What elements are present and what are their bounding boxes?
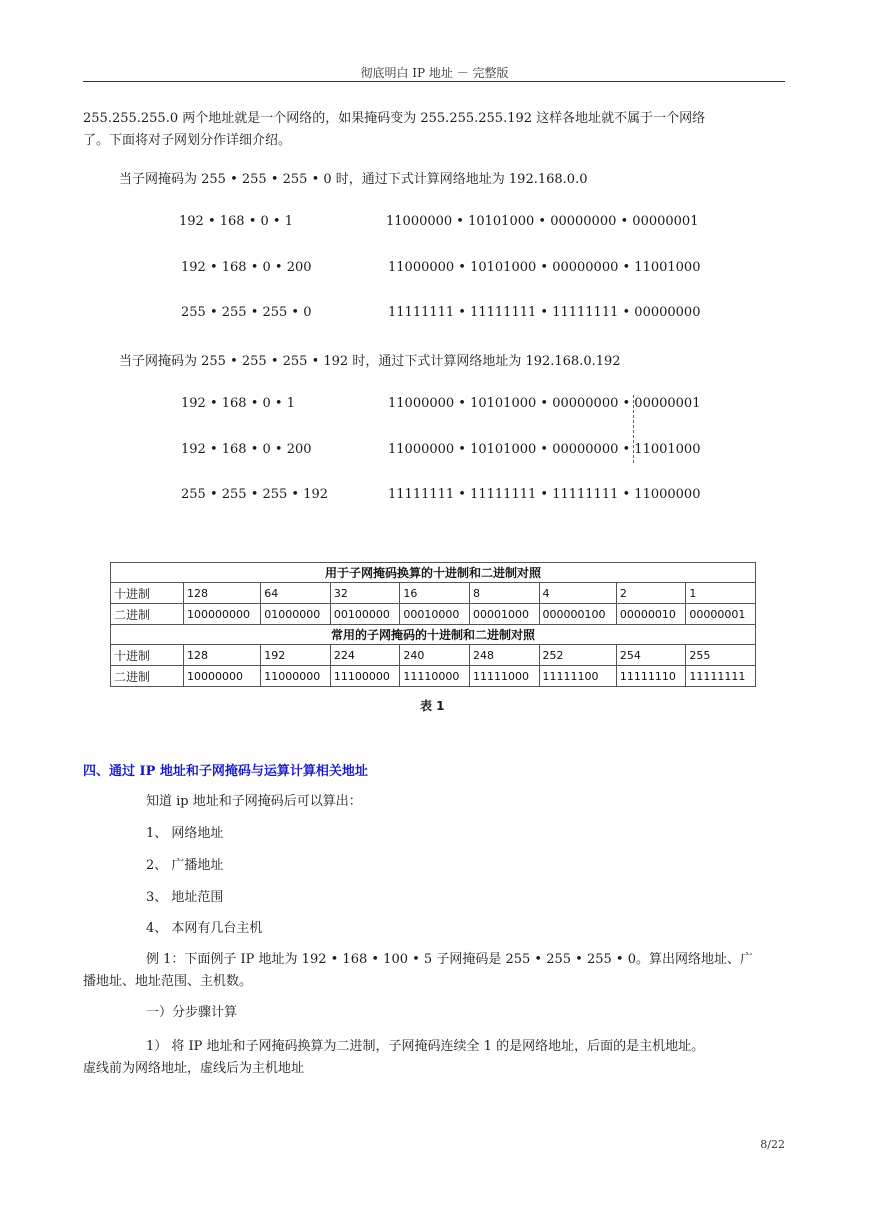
step-1-line-1: 1） 将 IP 地址和子网掩码换算为二进制，子网掩码连续全 1 的是网络地址，后面的是主机地址。 [146, 1039, 705, 1054]
example2-row3-decimal: 255 • 255 • 255 • 192 [181, 487, 329, 502]
table-cell: 000000100 [539, 604, 616, 625]
table-cell: 240 [400, 645, 470, 666]
step-1-line-2: 虚线前为网络地址，虚线后为主机地址 [83, 1061, 305, 1076]
example2-intro: 当子网掩码为 255 • 255 • 255 • 192 时，通过下式计算网络地址为 192.168.0.192 [119, 354, 621, 369]
page-header-title: 彻底明白 IP 地址 － 完整版 [360, 66, 509, 80]
table-cell: 1 [686, 583, 756, 604]
table-cell: 00000010 [616, 604, 686, 625]
row-label-decimal: 十进制 [111, 645, 184, 666]
example1-row3-decimal: 255 • 255 • 255 • 0 [181, 305, 312, 320]
table-cell: 11111110 [616, 666, 686, 687]
table-title-1: 用于子网掩码换算的十进制和二进制对照 [111, 563, 756, 583]
table-cell: 11100000 [330, 666, 400, 687]
table-title-2: 常用的子网掩码的十进制和二进制对照 [111, 625, 756, 645]
table-cell: 100000000 [184, 604, 261, 625]
example1-row1-binary: 11000000 • 10101000 • 00000000 • 00000001 [386, 214, 699, 229]
table-cell: 255 [686, 645, 756, 666]
example1-row3-binary: 11111111 • 11111111 • 11111111 • 00000000 [388, 305, 701, 320]
section-4-lead: 知道 ip 地址和子网掩码后可以算出： [146, 794, 362, 809]
section-4-heading: 四、通过 IP 地址和子网掩码与运算计算相关地址 [83, 764, 368, 779]
table-cell: 248 [469, 645, 539, 666]
example1-intro: 当子网掩码为 255 • 255 • 255 • 0 时，通过下式计算网络地址为 192.168.0.0 [119, 172, 588, 187]
table-caption: 表 1 [420, 699, 445, 713]
table-cell: 32 [330, 583, 400, 604]
step-title: 一）分步骤计算 [146, 1005, 238, 1020]
table-cell: 11111100 [539, 666, 616, 687]
intro-line-1: 255.255.255.0 两个地址就是一个网络的，如果掩码变为 255.255.255.192 这样各地址就不属于一个网络 [83, 111, 706, 126]
table-cell: 10000000 [184, 666, 261, 687]
example1-row2-binary: 11000000 • 10101000 • 00000000 • 11001000 [388, 260, 701, 275]
page-number: 8/22 [760, 1138, 785, 1151]
table-cell: 00100000 [330, 604, 400, 625]
example1-row1-decimal: 192 • 168 • 0 • 1 [179, 214, 293, 229]
example2-row1-decimal: 192 • 168 • 0 • 1 [181, 396, 295, 411]
table-cell: 4 [539, 583, 616, 604]
table-cell: 00010000 [400, 604, 470, 625]
table-cell: 11000000 [261, 666, 331, 687]
table-cell: 252 [539, 645, 616, 666]
table-cell: 01000000 [261, 604, 331, 625]
table-cell: 11111111 [686, 666, 756, 687]
example2-row1-binary: 11000000 • 10101000 • 00000000 • 00000001 [388, 396, 701, 411]
header-divider [83, 81, 785, 82]
row-label-binary: 二进制 [111, 666, 184, 687]
network-host-divider-dashed-line [633, 395, 634, 463]
list-item: 3、 地址范围 [146, 890, 224, 905]
table-cell: 128 [184, 583, 261, 604]
example-1-line-1: 例 1：下面例子 IP 地址为 192 • 168 • 100 • 5 子网掩码是 255 • 255 • 255 • 0。算出网络地址、广 [146, 952, 753, 967]
table-cell: 11111000 [469, 666, 539, 687]
example2-row2-binary: 11000000 • 10101000 • 00000000 • 11001000 [388, 442, 701, 457]
intro-line-2: 了。下面将对子网划分作详细介绍。 [83, 133, 292, 148]
table-cell: 2 [616, 583, 686, 604]
table-cell: 128 [184, 645, 261, 666]
list-item: 4、 本网有几台主机 [146, 921, 263, 936]
table-cell: 192 [261, 645, 331, 666]
table-cell: 254 [616, 645, 686, 666]
row-label-binary: 二进制 [111, 604, 184, 625]
table-cell: 00000001 [686, 604, 756, 625]
table-cell: 16 [400, 583, 470, 604]
table-cell: 224 [330, 645, 400, 666]
row-label-decimal: 十进制 [111, 583, 184, 604]
example1-row2-decimal: 192 • 168 • 0 • 200 [181, 260, 312, 275]
table-cell: 11110000 [400, 666, 470, 687]
example-1-line-2: 播地址、地址范围、主机数。 [83, 974, 253, 989]
conversion-table [110, 562, 756, 687]
table-cell: 00001000 [469, 604, 539, 625]
list-item: 1、 网络地址 [146, 826, 224, 841]
table-cell: 64 [261, 583, 331, 604]
example2-row2-decimal: 192 • 168 • 0 • 200 [181, 442, 312, 457]
example2-row3-binary: 11111111 • 11111111 • 11111111 • 11000000 [388, 487, 701, 502]
list-item: 2、 广播地址 [146, 858, 224, 873]
conversion-table-image [110, 562, 756, 687]
table-cell: 8 [469, 583, 539, 604]
